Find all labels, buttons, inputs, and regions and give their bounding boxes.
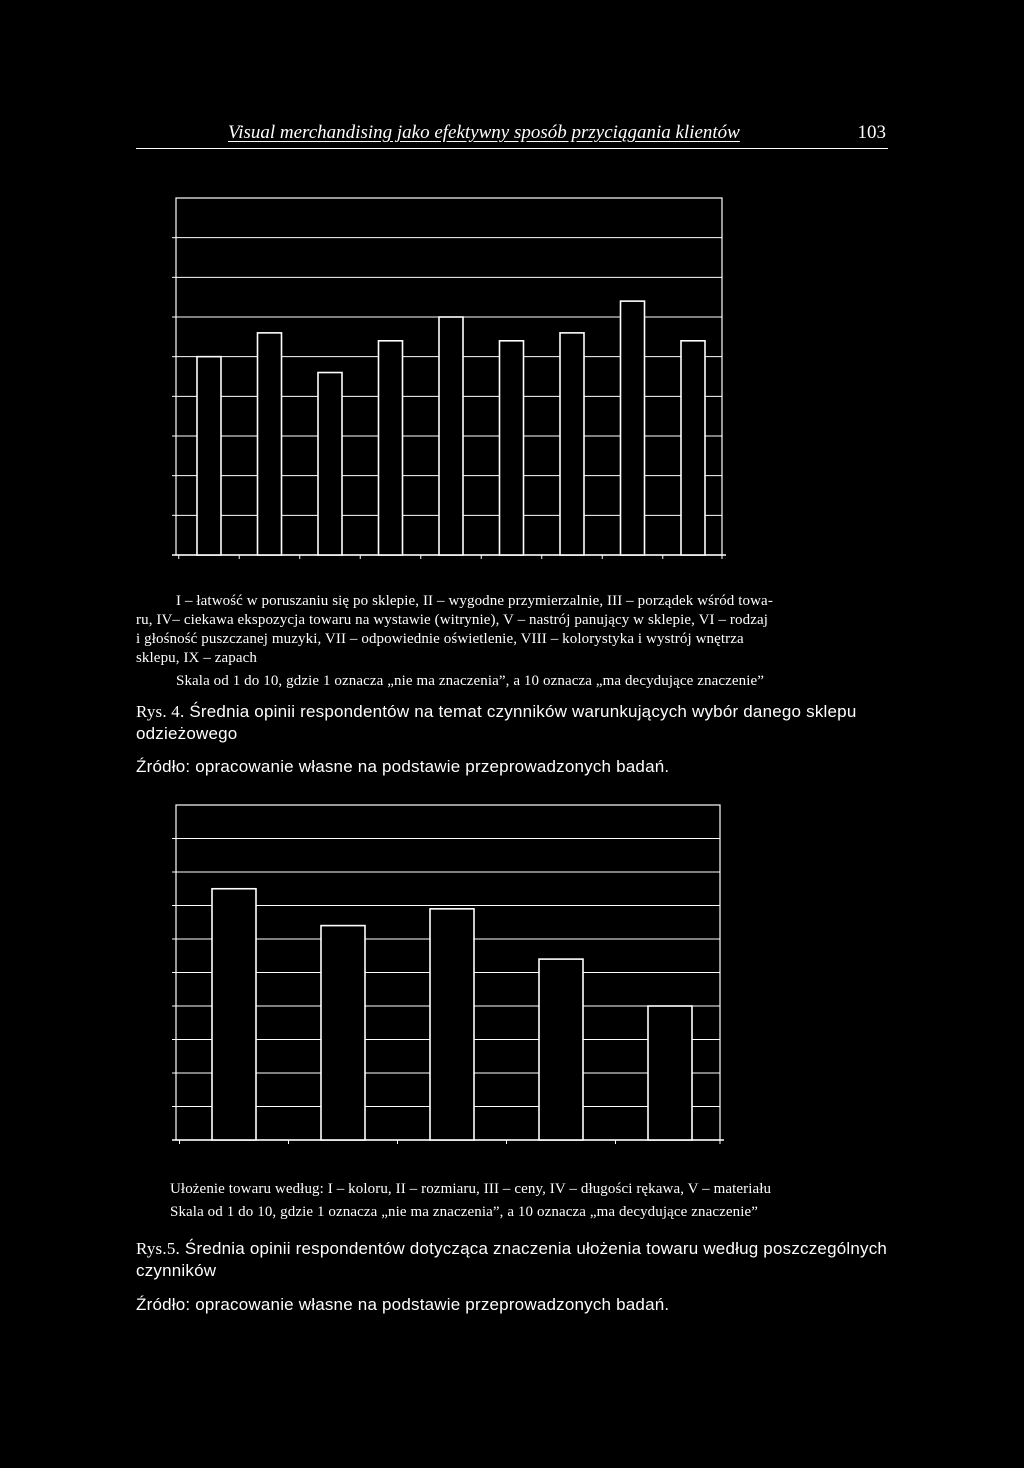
legend-line: I – łatwość w poruszaniu się po sklepie, II – wygodne przymierzalnie, III – porządek wśród towa- (176, 593, 773, 609)
figure-5-title (136, 1238, 896, 1282)
figure-5-source: Źródło: opracowanie własne na podstawie przeprowadzonych badań. (136, 1295, 670, 1314)
bar-V (648, 1006, 692, 1140)
page-number: 103 (857, 122, 886, 143)
legend-line: sklepu, IX – zapach (136, 650, 258, 666)
legend-line: i głośność puszczanej muzyki, VII – odpowiednie oświetlenie, VIII – kolorystyka i wystrój wnętrza (136, 631, 744, 647)
figure-5-legend (170, 1180, 890, 1222)
legend-line: Ułożenie towaru według: I – koloru, II – rozmiaru, III – ceny, IV – długości rękawa, V – materiału (170, 1181, 772, 1197)
scale-note: Skala od 1 do 10, gdzie 1 oznacza „nie ma znaczenia”, a 10 oznacza „ma decydujące znaczenie” (176, 673, 765, 689)
figure-4-source: Źródło: opracowanie własne na podstawie przeprowadzonych badań. (136, 757, 670, 776)
figure-title-text: Średnia opinii respondentów na temat czynników warunkujących wybór danego sklepu odzieżowego (136, 702, 857, 743)
legend-line: ru, IV– ciekawa ekspozycja towaru na wystawie (witrynie), V – nastrój panujący w sklepie, VI – rodzaj (136, 612, 768, 628)
running-title: Visual merchandising jako efektywny sposób przyciągania klientów (228, 122, 740, 143)
bar-III (430, 909, 474, 1140)
bar-I (212, 889, 256, 1140)
figure-title-text: Średnia opinii respondentów dotycząca znaczenia ułożenia towaru według poszczególnych czynników (136, 1239, 888, 1280)
bar-II (321, 926, 365, 1140)
scale-note: Skala od 1 do 10, gdzie 1 oznacza „nie ma znaczenia”, a 10 oznacza „ma decydujące znaczenie” (170, 1204, 759, 1220)
figure-label: Rys. 4. (136, 702, 185, 721)
bar-IV (539, 959, 583, 1140)
figure-label: Rys.5. (136, 1239, 180, 1258)
